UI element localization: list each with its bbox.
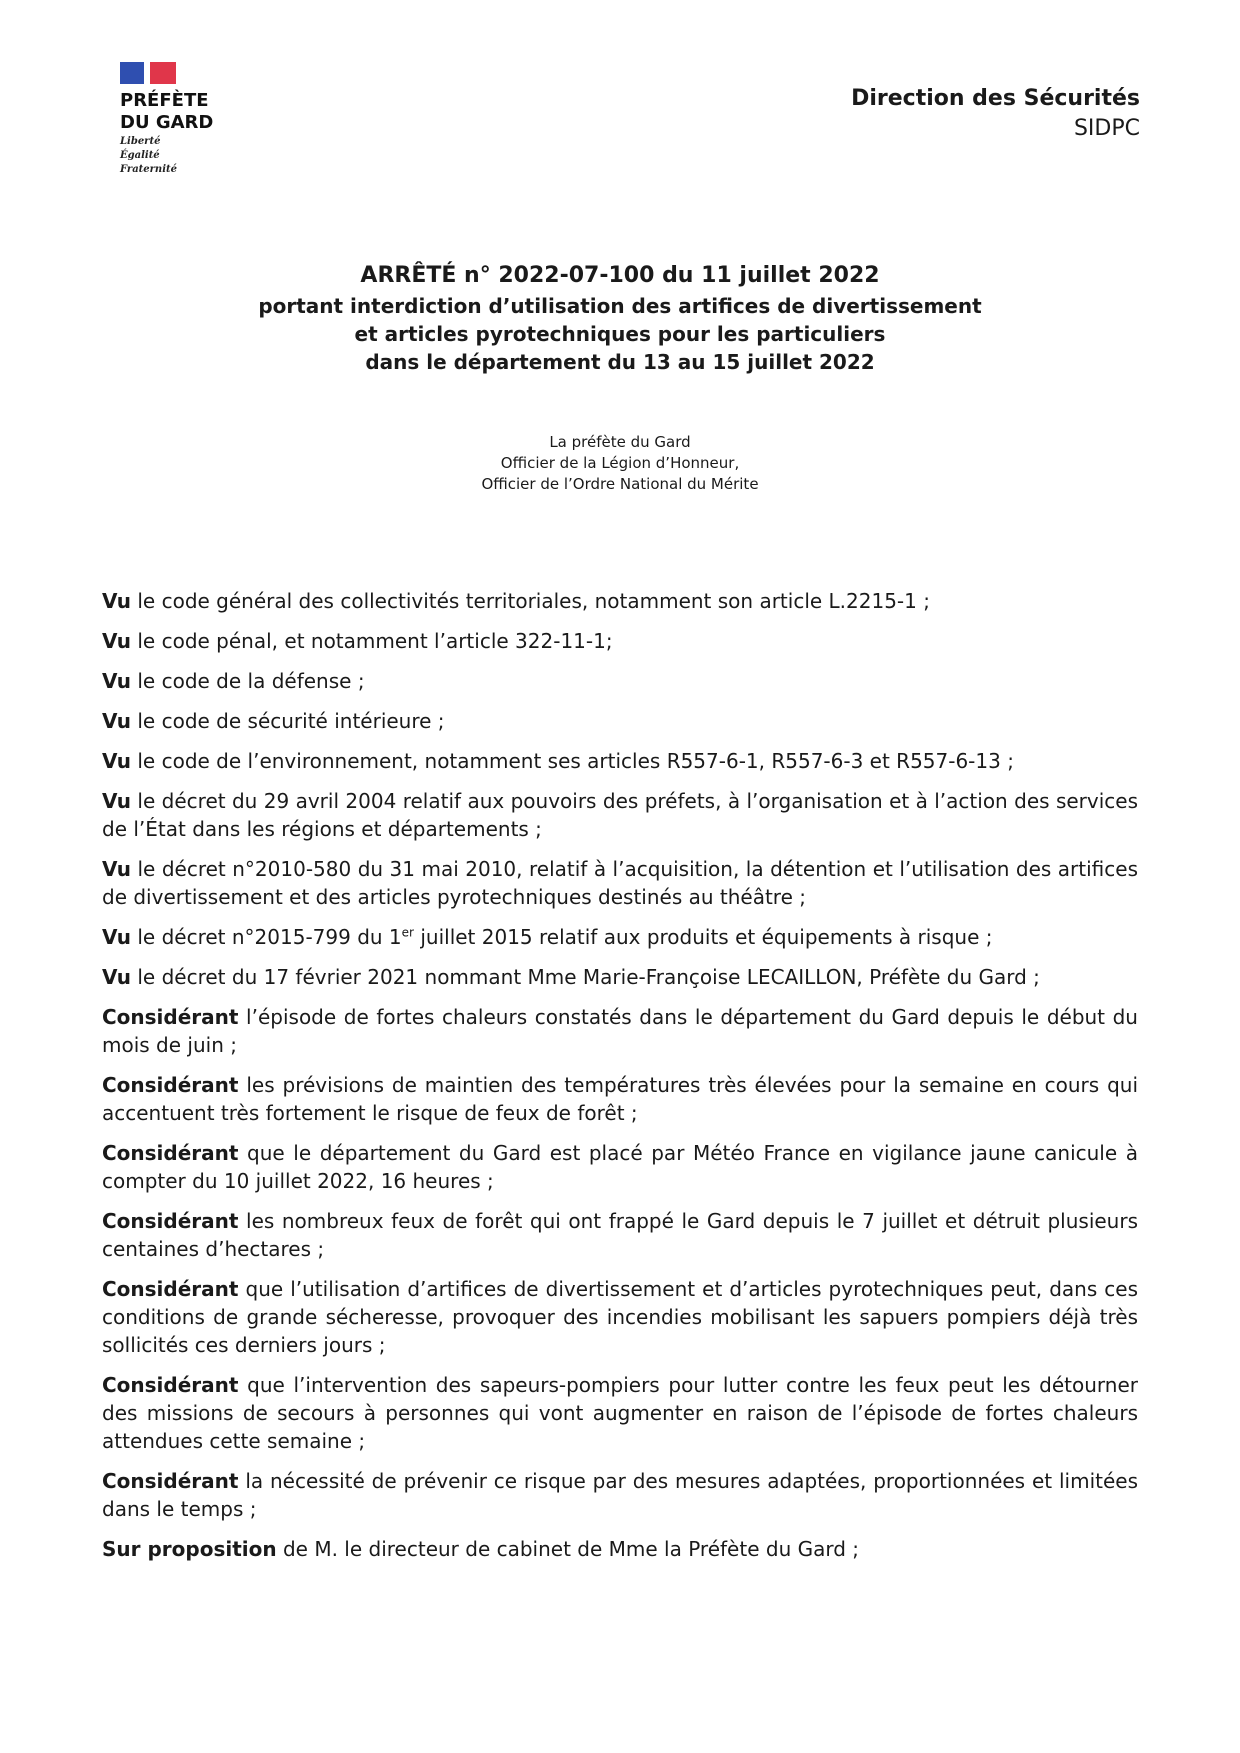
recital-paragraph bbox=[102, 963, 1138, 991]
recital-paragraph bbox=[102, 787, 1138, 843]
recital-lead: Vu bbox=[102, 857, 132, 881]
recital-text: que le département du Gard est placé par Météo France en vigilance jaune canicule à compter du 10 juillet 2022, 16 heures ; bbox=[102, 1141, 1138, 1193]
direction-title: Direction des Sécurités bbox=[851, 86, 1140, 111]
recital-lead: Vu bbox=[102, 965, 132, 989]
recital-paragraph bbox=[102, 855, 1138, 911]
recital-paragraph bbox=[102, 1275, 1138, 1359]
recital-text-cont: juillet 2015 relatif aux produits et équipements à risque ; bbox=[413, 925, 993, 949]
recital-paragraph bbox=[102, 1071, 1138, 1127]
decree-title bbox=[160, 260, 1080, 376]
recital-text: l’épisode de fortes chaleurs constatés dans le département du Gard depuis le début du mois de juin ; bbox=[102, 1005, 1138, 1057]
prefect-honour-2: Officier de l’Ordre National du Mérite bbox=[481, 475, 759, 493]
recital-text: le décret n°2010-580 du 31 mai 2010, relatif à l’acquisition, la détention et l’utilisation des artifices de divertissement et des articles pyrotechniques destinés au théâtre ; bbox=[102, 857, 1138, 909]
prefect-titles bbox=[360, 432, 880, 495]
recital-paragraph bbox=[102, 667, 1138, 695]
recital-lead: Considérant bbox=[102, 1277, 239, 1301]
recital-paragraph bbox=[102, 1207, 1138, 1263]
recital-paragraph bbox=[102, 1467, 1138, 1523]
recital-text: le code de la défense ; bbox=[131, 669, 365, 693]
recital-lead: Vu bbox=[102, 669, 132, 693]
recital-text: de M. le directeur de cabinet de Mme la Préfète du Gard ; bbox=[276, 1537, 860, 1561]
decree-number: ARRÊTÉ n° 2022-07-100 du 11 juillet 2022 bbox=[360, 263, 880, 288]
recital-text: les prévisions de maintien des températures très élevées pour la semaine en cours qui accentuent très fortement le risque de feux de forêt ; bbox=[102, 1073, 1138, 1125]
logo-line-1: PRÉFÈTE bbox=[120, 90, 209, 111]
decree-subject-line-3: dans le département du 13 au 15 juillet 2022 bbox=[365, 350, 875, 374]
recital-paragraph bbox=[102, 1535, 1138, 1563]
recital-lead: Considérant bbox=[102, 1209, 239, 1233]
recital-text: le code de l’environnement, notamment ses articles R557-6-1, R557-6-3 et R557-6-13 ; bbox=[131, 749, 1014, 773]
issuing-department bbox=[851, 84, 1140, 144]
recital-text: la nécessité de prévenir ce risque par des mesures adaptées, proportionnées et limitées dans le temps ; bbox=[102, 1469, 1138, 1521]
recital-text: que l’intervention des sapeurs-pompiers pour lutter contre les feux peut les détourner des missions de secours à personnes qui vont augmenter en raison de l’épisode de fortes chaleurs attendues cette semaine ; bbox=[102, 1373, 1138, 1453]
recital-lead: Vu bbox=[102, 925, 132, 949]
motto-egalite: Égalité bbox=[120, 150, 160, 161]
recital-lead: Considérant bbox=[102, 1141, 239, 1165]
recital-lead: Considérant bbox=[102, 1373, 239, 1397]
recital-lead: Considérant bbox=[102, 1073, 239, 1097]
recital-lead: Considérant bbox=[102, 1005, 239, 1029]
motto-fraternite: Fraternité bbox=[120, 164, 177, 175]
recital-paragraph bbox=[102, 587, 1138, 615]
recital-lead: Vu bbox=[102, 589, 132, 613]
recital-text: le décret du 29 avril 2004 relatif aux pouvoirs des préfets, à l’organisation et à l’action des services de l’État dans les régions et départements ; bbox=[102, 789, 1138, 841]
decree-subject-line-2: et articles pyrotechniques pour les particuliers bbox=[354, 322, 886, 346]
prefect-honour-1: Officier de la Légion d’Honneur, bbox=[500, 454, 740, 472]
prefect-name: La préfète du Gard bbox=[549, 433, 691, 451]
recital-paragraph bbox=[102, 747, 1138, 775]
recital-text: le décret du 17 février 2021 nommant Mme Marie-Françoise LECAILLON, Préfète du Gard ; bbox=[131, 965, 1040, 989]
recital-paragraph bbox=[102, 1371, 1138, 1455]
recital-paragraph bbox=[102, 627, 1138, 655]
recital-paragraph bbox=[102, 923, 1138, 951]
recital-lead: Sur proposition bbox=[102, 1537, 277, 1561]
recital-lead: Vu bbox=[102, 629, 132, 653]
decree-subject-line-1: portant interdiction d’utilisation des artifices de divertissement bbox=[258, 294, 982, 318]
recital-text: le code général des collectivités territoriales, notamment son article L.2215-1 ; bbox=[131, 589, 930, 613]
recital-lead: Vu bbox=[102, 789, 132, 813]
ordinal-superscript: er bbox=[401, 925, 414, 940]
marianne-flag-icon bbox=[120, 62, 176, 84]
direction-subtitle: SIDPC bbox=[1073, 116, 1140, 141]
recital-text: que l’utilisation d’artifices de divertissement et d’articles pyrotechniques peut, dans ces conditions de grande sécheresse, provoquer des incendies mobilisant les sapuers pompiers déjà très sollicités ces derniers jours ; bbox=[102, 1277, 1138, 1357]
recital-text: le code pénal, et notamment l’article 322-11-1; bbox=[131, 629, 613, 653]
logo-line-2: DU GARD bbox=[120, 112, 214, 133]
recital-paragraph bbox=[102, 1003, 1138, 1059]
recital-paragraph bbox=[102, 1139, 1138, 1195]
decree-body bbox=[102, 587, 1138, 1575]
recital-paragraph bbox=[102, 707, 1138, 735]
recital-text: le code de sécurité intérieure ; bbox=[131, 709, 445, 733]
prefecture-logo bbox=[120, 62, 260, 176]
recital-lead: Vu bbox=[102, 749, 132, 773]
recital-lead: Considérant bbox=[102, 1469, 239, 1493]
recital-text: les nombreux feux de forêt qui ont frappé le Gard depuis le 7 juillet et détruit plusieurs centaines d’hectares ; bbox=[102, 1209, 1138, 1261]
recital-lead: Vu bbox=[102, 709, 132, 733]
motto-liberte: Liberté bbox=[120, 136, 161, 147]
recital-text: le décret n°2015-799 du 1 bbox=[131, 925, 402, 949]
